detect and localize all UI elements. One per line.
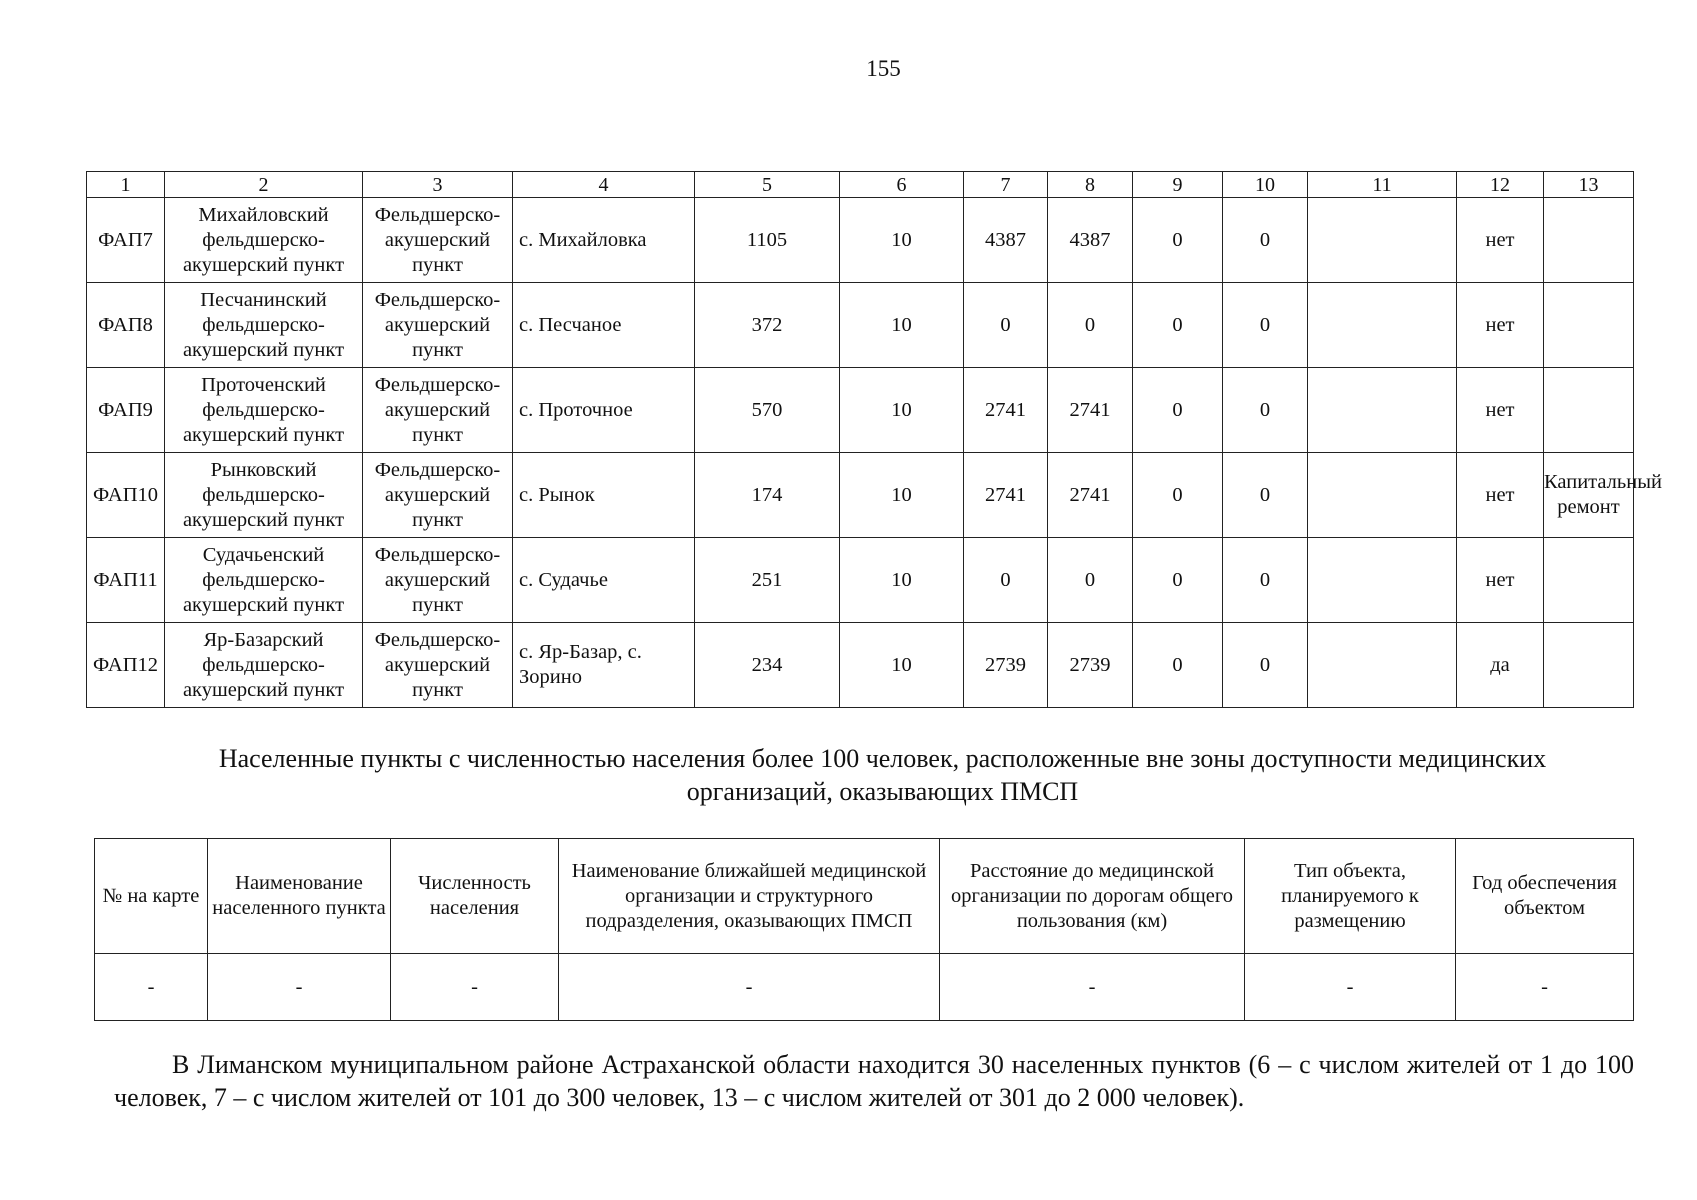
column-header: 13 bbox=[1544, 172, 1634, 198]
table-cell: Судачьенский фельдшерско-акушерский пункт bbox=[165, 538, 363, 623]
table-cell: 0 bbox=[1133, 623, 1223, 708]
table-cell: нет bbox=[1457, 283, 1544, 368]
table-row bbox=[87, 198, 1634, 283]
table-cell: 2741 bbox=[964, 453, 1048, 538]
column-header: № на карте bbox=[95, 839, 208, 954]
table-cell: 10 bbox=[840, 283, 964, 368]
settlements-table bbox=[94, 838, 1634, 1021]
table-cell: 10 bbox=[840, 368, 964, 453]
table-cell bbox=[1308, 198, 1457, 283]
table-cell: нет bbox=[1457, 198, 1544, 283]
table-cell: Яр-Базарский фельдшерско-акушерский пункт bbox=[165, 623, 363, 708]
table-cell: 0 bbox=[1133, 538, 1223, 623]
table-header-row bbox=[95, 839, 1634, 954]
table-cell: Рынковский фельдшерско-акушерский пункт bbox=[165, 453, 363, 538]
table-cell: с. Михайловка bbox=[513, 198, 695, 283]
table-cell: Фельдшерско-акушерский пункт bbox=[363, 453, 513, 538]
table-cell: ФАП10 bbox=[87, 453, 165, 538]
table-cell: 10 bbox=[840, 453, 964, 538]
table-cell: нет bbox=[1457, 368, 1544, 453]
table-cell: 234 bbox=[695, 623, 840, 708]
table-cell: 0 bbox=[1133, 198, 1223, 283]
table-cell: 2741 bbox=[1048, 368, 1133, 453]
table-cell: - bbox=[391, 954, 559, 1021]
table-cell: 0 bbox=[1223, 453, 1308, 538]
table-cell: - bbox=[940, 954, 1245, 1021]
table-cell: ФАП8 bbox=[87, 283, 165, 368]
table-cell: 2741 bbox=[1048, 453, 1133, 538]
table-cell: Фельдшерско-акушерский пункт bbox=[363, 283, 513, 368]
table-cell bbox=[1308, 368, 1457, 453]
table-cell: 372 bbox=[695, 283, 840, 368]
table-cell: с. Яр-Базар, с. Зорино bbox=[513, 623, 695, 708]
table-cell: Михайловский фельдшерско-акушерский пункт bbox=[165, 198, 363, 283]
table-cell bbox=[1544, 283, 1634, 368]
summary-paragraph: В Лиманском муниципальном районе Астраханской области находится 30 населенных пунктов (6 – с числом жителей от 1 до 100 человек, 7 – с числом жителей от 101 до 300 человек, 13 – с числом жителей от 301 до 2 000 человек). bbox=[114, 1050, 1634, 1112]
table-row bbox=[87, 453, 1634, 538]
table-cell: 0 bbox=[1048, 283, 1133, 368]
column-header: 6 bbox=[840, 172, 964, 198]
table-cell: Проточенский фельдшерско-акушерский пункт bbox=[165, 368, 363, 453]
column-header: 12 bbox=[1457, 172, 1544, 198]
column-header: Тип объекта, планируемого к размещению bbox=[1245, 839, 1456, 954]
table-cell: с. Проточное bbox=[513, 368, 695, 453]
table-cell: - bbox=[559, 954, 940, 1021]
table-row bbox=[95, 954, 1634, 1021]
column-header: 8 bbox=[1048, 172, 1133, 198]
table-cell: 0 bbox=[1223, 283, 1308, 368]
column-header: Наименование населенного пункта bbox=[208, 839, 391, 954]
facilities-table bbox=[86, 171, 1662, 708]
table-cell: с. Песчаное bbox=[513, 283, 695, 368]
table-cell: с. Судачье bbox=[513, 538, 695, 623]
column-header: Наименование ближайшей медицинской организации и структурного подразделения, оказывающих ПМСП bbox=[559, 839, 940, 954]
section-title: Населенные пункты с численностью населения более 100 человек, расположенные вне зоны доступности медицинских организаций, оказывающих ПМСП bbox=[218, 744, 1547, 806]
table-cell: 1105 bbox=[695, 198, 840, 283]
table-cell: ФАП11 bbox=[87, 538, 165, 623]
table-cell: 0 bbox=[1048, 538, 1133, 623]
page-number: 155 bbox=[866, 56, 901, 81]
column-header: 7 bbox=[964, 172, 1048, 198]
table-cell bbox=[1308, 453, 1457, 538]
column-header: 4 bbox=[513, 172, 695, 198]
table-cell: 174 bbox=[695, 453, 840, 538]
table-cell: нет bbox=[1457, 538, 1544, 623]
column-header: 2 bbox=[165, 172, 363, 198]
table-cell: Капитальный ремонт bbox=[1544, 453, 1634, 538]
table-cell: Фельдшерско-акушерский пункт bbox=[363, 623, 513, 708]
column-header: 11 bbox=[1308, 172, 1457, 198]
table-cell: 2739 bbox=[1048, 623, 1133, 708]
column-header: Численность населения bbox=[391, 839, 559, 954]
table-cell: с. Рынок bbox=[513, 453, 695, 538]
table-cell: 0 bbox=[1223, 198, 1308, 283]
column-header: 5 bbox=[695, 172, 840, 198]
table-cell: да bbox=[1457, 623, 1544, 708]
table-cell: 10 bbox=[840, 198, 964, 283]
table-cell bbox=[1308, 283, 1457, 368]
table-cell: 0 bbox=[1223, 538, 1308, 623]
table-row bbox=[87, 538, 1634, 623]
table-cell bbox=[1544, 538, 1634, 623]
table-cell: Фельдшерско-акушерский пункт bbox=[363, 538, 513, 623]
table-cell: 2739 bbox=[964, 623, 1048, 708]
table-cell: 0 bbox=[964, 538, 1048, 623]
table-cell: нет bbox=[1457, 453, 1544, 538]
table-cell: 4387 bbox=[1048, 198, 1133, 283]
table-cell: 251 bbox=[695, 538, 840, 623]
table-row bbox=[87, 368, 1634, 453]
table-cell bbox=[1544, 368, 1634, 453]
table-cell: 0 bbox=[964, 283, 1048, 368]
table-row bbox=[87, 283, 1634, 368]
table-cell: 10 bbox=[840, 538, 964, 623]
table-cell: ФАП12 bbox=[87, 623, 165, 708]
table-cell bbox=[1544, 623, 1634, 708]
table-cell: ФАП9 bbox=[87, 368, 165, 453]
table-cell: 4387 bbox=[964, 198, 1048, 283]
table-cell: 570 bbox=[695, 368, 840, 453]
table-cell: Песчанинский фельдшерско-акушерский пункт bbox=[165, 283, 363, 368]
table-cell: 0 bbox=[1133, 283, 1223, 368]
column-header: 10 bbox=[1223, 172, 1308, 198]
table-row bbox=[87, 623, 1634, 708]
table-cell bbox=[1544, 198, 1634, 283]
table-header-row bbox=[87, 172, 1634, 198]
table-cell: - bbox=[208, 954, 391, 1021]
table-cell: 2741 bbox=[964, 368, 1048, 453]
table-cell: 0 bbox=[1223, 623, 1308, 708]
column-header: 1 bbox=[87, 172, 165, 198]
table-cell: ФАП7 bbox=[87, 198, 165, 283]
column-header: 9 bbox=[1133, 172, 1223, 198]
table-cell: 0 bbox=[1223, 368, 1308, 453]
column-header: Расстояние до медицинской организации по дорогам общего пользования (км) bbox=[940, 839, 1245, 954]
table-cell: Фельдшерско-акушерский пункт bbox=[363, 198, 513, 283]
table-cell: - bbox=[1456, 954, 1634, 1021]
column-header: 3 bbox=[363, 172, 513, 198]
table-cell: 0 bbox=[1133, 368, 1223, 453]
table-cell bbox=[1308, 538, 1457, 623]
table-cell: 10 bbox=[840, 623, 964, 708]
column-header: Год обеспечения объектом bbox=[1456, 839, 1634, 954]
table-cell: - bbox=[95, 954, 208, 1021]
table-cell bbox=[1308, 623, 1457, 708]
table-cell: Фельдшерско-акушерский пункт bbox=[363, 368, 513, 453]
table-cell: 0 bbox=[1133, 453, 1223, 538]
table-cell: - bbox=[1245, 954, 1456, 1021]
